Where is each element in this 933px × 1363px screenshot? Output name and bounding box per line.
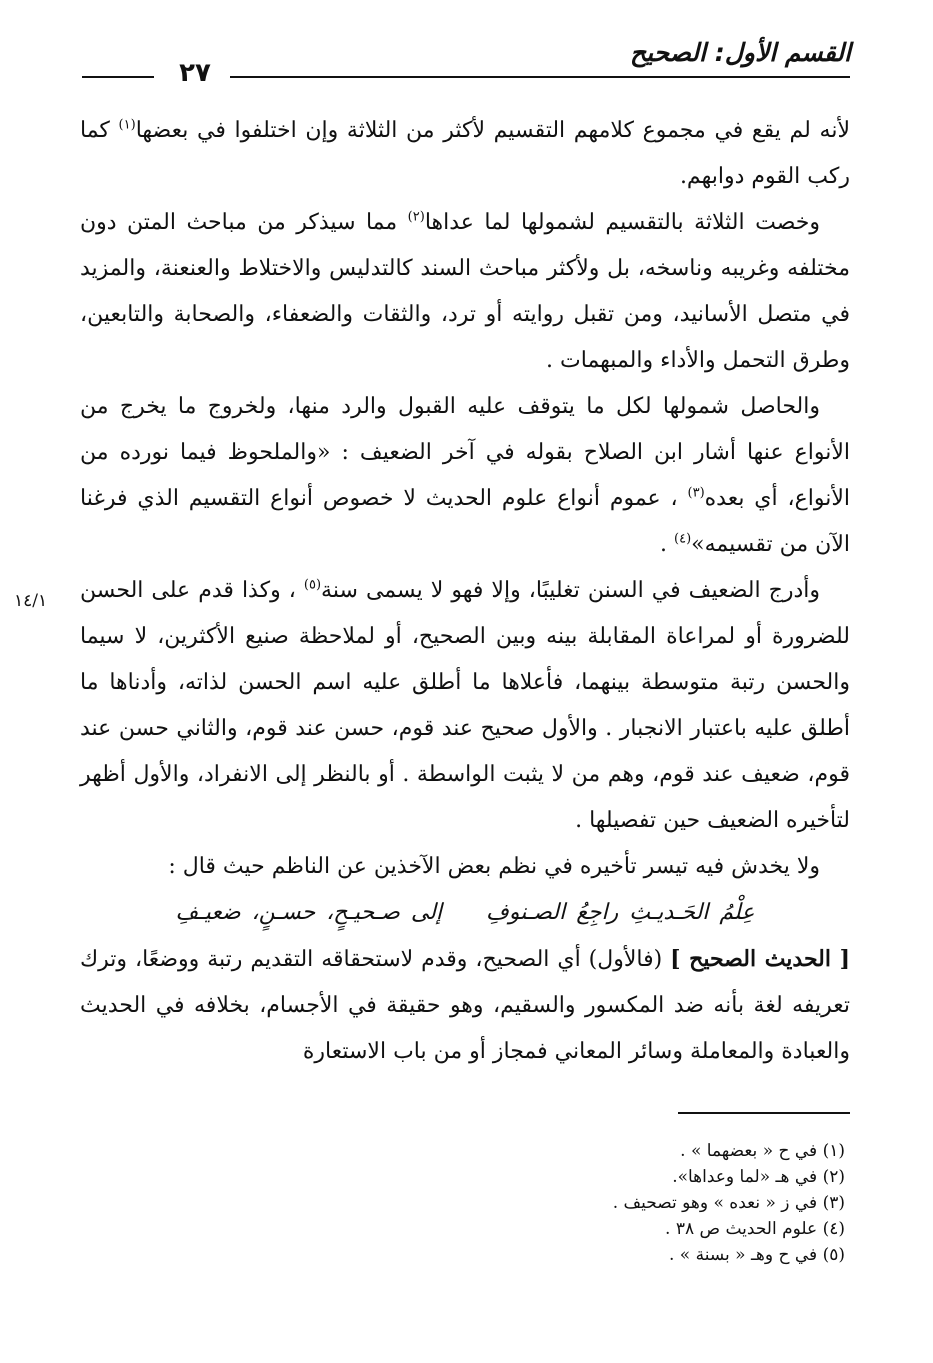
- footnotes: [345, 1138, 845, 1268]
- footnote-1: (١) في ح « بعضهما » .: [680, 1141, 845, 1161]
- footnote-ref-4: (٤): [674, 531, 692, 547]
- footnote-ref-1: (١): [118, 117, 136, 133]
- paragraph-1: لأنه لم يقع في مجموع كلامهم التقسيم لأكثر من الثلاثة وإن اختلفوا في بعضها$^{(١)}$ كما ركب القوم دوابهم.: [80, 117, 850, 189]
- footnote-4: (٤) علوم الحديث ص ٣٨ .: [665, 1219, 845, 1239]
- paragraph-6: [ الحديث الصحيح ] (فالأول) أي الصحيح، وقدم لاستحقاقه التقديم رتبة ووضعًا، وترك تعريفه لغة بأنه ضد المكسور والسقيم، وهو حقيقة في الأجسام، بخلافه في الحديث والعبادة والمعاملة وسائر المعاني فمجاز أو من باب الاستعارة: [80, 946, 850, 1064]
- footnote-3: (٣) في ز « نعده » وهو تصحيف .: [612, 1193, 845, 1213]
- footnote-ref-2: (٢): [407, 209, 425, 225]
- paragraph-3: والحاصل شمولها لكل ما يتوقف عليه القبول والرد منها، ولخروج ما يخرج من الأنواع عنها أشار ابن الصلاح بقوله في آخر الضعيف : «والملحوظ فيما نورده من الأنواع، أي بعده$^{(٣)}$ ، عموم أنواع علوم الحديث لا خصوص أنواع التقسيم الذي فرغنا الآن من تقسيمه»$^{(٤)}$ .: [80, 394, 850, 557]
- header-rule-short: [82, 76, 154, 78]
- header-rule-long: [230, 76, 850, 78]
- margin-reference: ١٤/١: [14, 591, 48, 611]
- footnote-ref-5: (٥): [303, 577, 322, 593]
- page-number: ٢٧: [179, 58, 211, 88]
- main-text: [80, 108, 850, 1075]
- running-header: القسم الأول: الصحيح: [629, 38, 851, 67]
- footnote-2: (٢) في هـ «لما وعداها».: [672, 1167, 845, 1187]
- footnote-ref-3: (٣): [687, 485, 705, 501]
- paragraph-5: ولا يخدش فيه تيسر تأخيره في نظم بعض الآخذين عن الناظم حيث قال :: [168, 854, 820, 879]
- section-heading: [ الحديث الصحيح ]: [670, 946, 850, 972]
- footnote-5: (٥) في ح وهـ « بسنة » .: [668, 1245, 845, 1265]
- verse-hemistich-right: عِلْمُ الحَـديـثِ راجِعُ الصـنوفِ: [486, 900, 755, 925]
- paragraph-2: وخصت الثلاثة بالتقسيم لشمولها لما عداها$^{(٢)}$ مما سيذكر من مباحث المتن دون مختلفه وغريبه وناسخه، بل ولأكثر مباحث السند كالتدليس والاختلاط والعنعنة، والمزيد في متصل الأسانيد، ومن تقبل روايته أو ترد، والثقات والضعفاء، والصحابة والتابعين، وطرق التحمل والأداء والمبهمات .: [80, 209, 850, 373]
- paragraph-4: وأدرج الضعيف في السنن تغليبًا، وإلا فهو لا يسمى سنة$^{(٥)}$ ، وكذا قدم على الحسن للضرورة أو لمراعاة المقابلة بينه وبين الصحيح، أو لملاحظة صنيع الأكثرين، لا سيما والحسن رتبة متوسطة بينهما، فأعلاها ما أطلق عليه اسم الحسن لذاته، وأدناها ما أطلق عليه باعتبار الانجبار . والأول صحيح عند قوم، حسن عند قوم، والثاني حسن عند قوم، ضعيف عند قوم، وهم من لا يثبت الواسطة . أو بالنظر إلى الانفراد، والأول أظهر لتأخيره الضعيف حين تفصيلها .: [80, 577, 850, 833]
- footnote-separator: [678, 1112, 850, 1114]
- verse-line: [80, 890, 850, 936]
- verse-hemistich-left: إلى صـحيـحٍ، حسـنٍ، ضعيـفِ: [175, 900, 443, 925]
